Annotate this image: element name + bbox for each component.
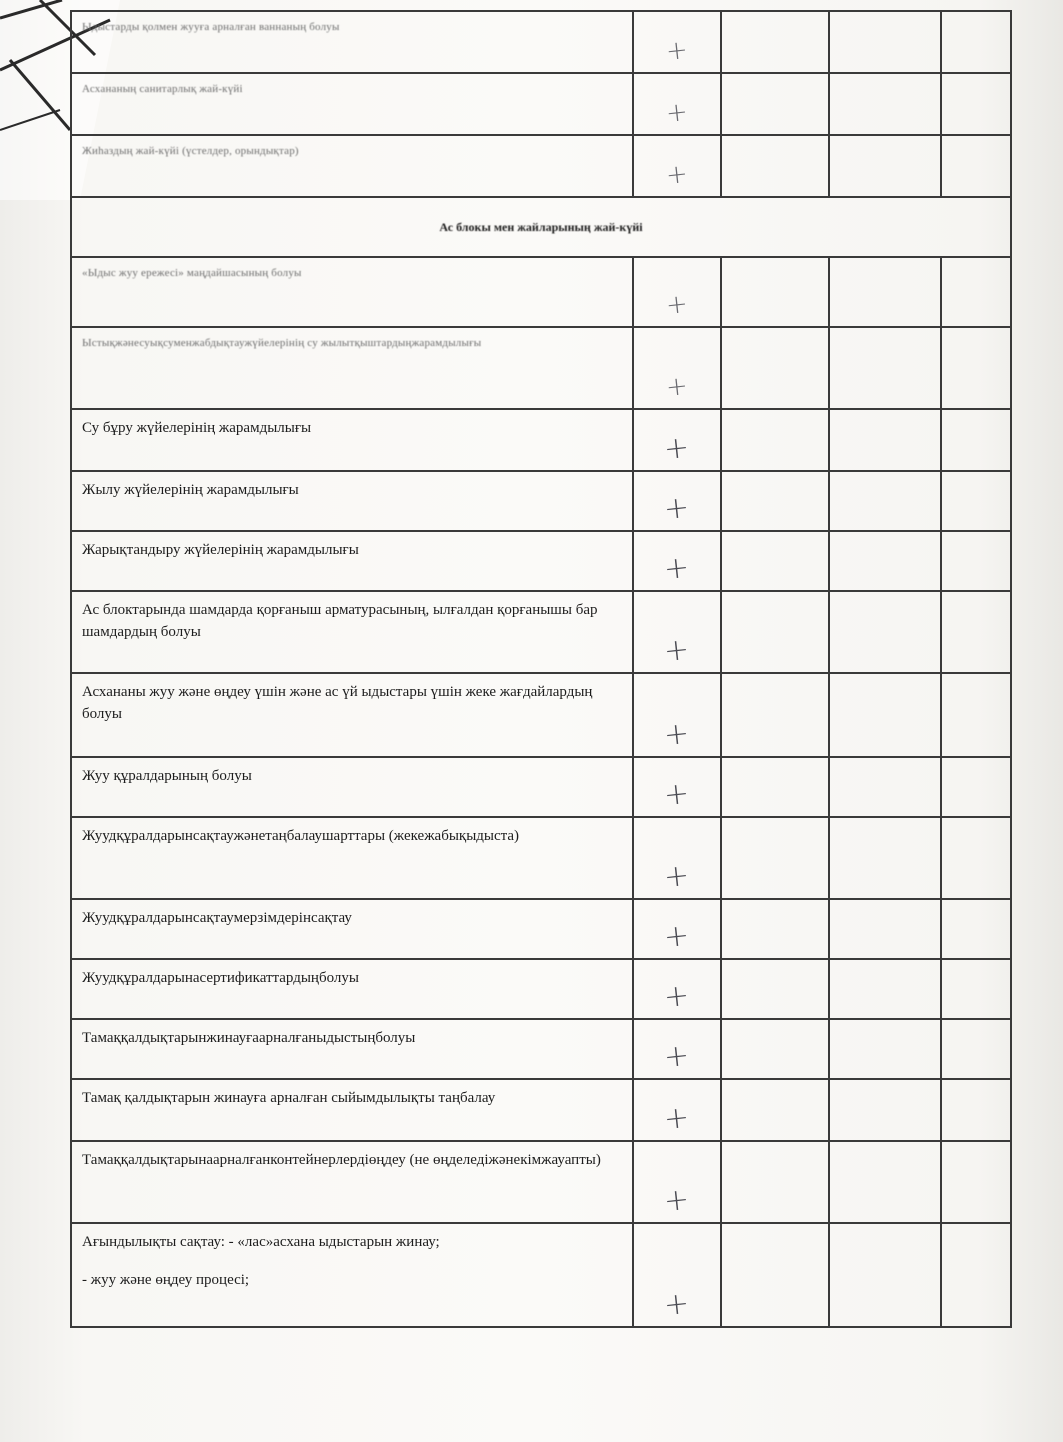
plus-mark: + (662, 549, 692, 588)
empty-cell (941, 73, 1011, 135)
empty-cell (721, 135, 829, 197)
empty-cell (941, 673, 1011, 757)
plus-mark: + (662, 1285, 692, 1324)
empty-cell (941, 471, 1011, 531)
empty-cell (829, 73, 941, 135)
table-row (71, 73, 1011, 135)
mark-cell (633, 673, 721, 757)
plus-mark: + (662, 1037, 692, 1076)
empty-cell (721, 1141, 829, 1223)
mark-cell (633, 959, 721, 1019)
empty-cell (941, 327, 1011, 409)
criterion-text: Жуудқұралдарынсақтаумерзімдерінсақтау (71, 899, 633, 959)
empty-cell (829, 409, 941, 471)
criterion-text: Жуу құралдарының болуы (71, 757, 633, 817)
empty-cell (941, 11, 1011, 73)
empty-cell (941, 591, 1011, 673)
empty-cell (829, 1079, 941, 1141)
empty-cell (721, 673, 829, 757)
table-row (71, 327, 1011, 409)
empty-cell (721, 73, 829, 135)
empty-cell (721, 817, 829, 899)
mark-cell (633, 757, 721, 817)
empty-cell (721, 531, 829, 591)
plus-mark: + (664, 96, 690, 130)
mark-cell (633, 899, 721, 959)
criterion-text: Асхананы жуу және өңдеу үшін және ас үй ыдыстары үшін жеке жағдайлардың болуы (71, 673, 633, 757)
mark-cell (633, 591, 721, 673)
plus-mark: + (662, 489, 692, 528)
empty-cell (941, 817, 1011, 899)
empty-cell (941, 959, 1011, 1019)
table-row (71, 135, 1011, 197)
empty-cell (721, 959, 829, 1019)
table-row (71, 673, 1011, 757)
empty-cell (829, 11, 941, 73)
section-row (71, 197, 1011, 257)
empty-cell (941, 1141, 1011, 1223)
plus-mark: + (662, 1181, 692, 1220)
plus-mark: + (662, 1099, 692, 1138)
empty-cell (941, 899, 1011, 959)
empty-cell (721, 1079, 829, 1141)
empty-cell (721, 1223, 829, 1327)
mark-cell (633, 409, 721, 471)
mark-cell (633, 817, 721, 899)
plus-mark: + (664, 158, 690, 192)
empty-cell (829, 1019, 941, 1079)
table-row (71, 1223, 1011, 1327)
empty-cell (941, 1223, 1011, 1327)
inspection-checklist-table (70, 10, 1012, 1328)
table-row (71, 959, 1011, 1019)
criterion-text: Тамақ қалдықтарын жинауға арналған сыйымдылықты таңбалау (71, 1079, 633, 1141)
mark-cell (633, 327, 721, 409)
criterion-text: Ас блоктарында шамдарда қорғаныш арматурасының, ылғалдан қорғанышы бар шамдардың болуы (71, 591, 633, 673)
empty-cell (941, 757, 1011, 817)
empty-cell (829, 959, 941, 1019)
criterion-text: Су бұру жүйелерінің жарамдылығы (71, 409, 633, 471)
empty-cell (721, 409, 829, 471)
empty-cell (829, 1141, 941, 1223)
criterion-text: Тамаққалдықтарынаарналғанконтейнерлердіөңдеу (не өңделедіжәнекімжауапты) (71, 1141, 633, 1223)
criterion-text: «Ыдыс жуу ережесі» маңдайшасының болуы (71, 257, 633, 327)
empty-cell (941, 1019, 1011, 1079)
plus-mark: + (662, 429, 692, 468)
empty-cell (829, 757, 941, 817)
empty-cell (721, 471, 829, 531)
mark-cell (633, 73, 721, 135)
empty-cell (941, 135, 1011, 197)
criterion-text: Тамаққалдықтарынжинауғаарналғаныдыстыңболуы (71, 1019, 633, 1079)
section-title: Ас блокы мен жайларының жай-күйі (71, 197, 1011, 257)
plus-mark: + (662, 775, 692, 814)
table-row (71, 817, 1011, 899)
mark-cell (633, 1223, 721, 1327)
table-row (71, 591, 1011, 673)
mark-cell (633, 1079, 721, 1141)
criterion-text: Асхананың санитарлық жай-күйі (71, 73, 633, 135)
criterion-line-1: Ағындылықты сақтау: - «лас»асхана ыдыстарын жинау; (82, 1234, 440, 1250)
empty-cell (829, 327, 941, 409)
table-row (71, 757, 1011, 817)
plus-mark: + (662, 631, 692, 670)
criterion-line-2: - жуу және өңдеу процесі; (82, 1271, 250, 1288)
empty-cell (941, 409, 1011, 471)
criterion-text: Жуудқұралдарынсақтаужәнетаңбалаушарттары (жекежабықыдыста) (71, 817, 633, 899)
mark-cell (633, 1019, 721, 1079)
table-row (71, 1019, 1011, 1079)
empty-cell (829, 471, 941, 531)
empty-cell (941, 257, 1011, 327)
criterion-text: Жиһаздың жай-күйі (үстелдер, орындықтар) (71, 135, 633, 197)
empty-cell (721, 591, 829, 673)
plus-mark: + (662, 917, 692, 956)
table-row (71, 257, 1011, 327)
empty-cell (829, 817, 941, 899)
mark-cell (633, 257, 721, 327)
empty-cell (829, 591, 941, 673)
table-row (71, 11, 1011, 73)
table-row (71, 1079, 1011, 1141)
criterion-text: Жарықтандыру жүйелерінің жарамдылығы (71, 531, 633, 591)
empty-cell (829, 1223, 941, 1327)
empty-cell (829, 531, 941, 591)
empty-cell (829, 899, 941, 959)
plus-mark: + (662, 977, 692, 1016)
criterion-text: Жуудқұралдарынасертификаттардыңболуы (71, 959, 633, 1019)
empty-cell (829, 673, 941, 757)
mark-cell (633, 135, 721, 197)
mark-cell (633, 11, 721, 73)
empty-cell (829, 257, 941, 327)
empty-cell (721, 11, 829, 73)
plus-mark: + (664, 34, 690, 68)
mark-cell (633, 1141, 721, 1223)
table-row (71, 899, 1011, 959)
empty-cell (721, 1019, 829, 1079)
plus-mark: + (662, 715, 692, 754)
mark-cell (633, 531, 721, 591)
criterion-text: Ыстықжәнесуықсуменжабдықтаужүйелерінің су жылытқыштардыңжарамдылығы (71, 327, 633, 409)
plus-mark: + (664, 288, 690, 322)
table-row (71, 531, 1011, 591)
criterion-text: Жылу жүйелерінің жарамдылығы (71, 471, 633, 531)
empty-cell (721, 899, 829, 959)
mark-cell (633, 471, 721, 531)
criterion-text: Ыдыстарды қолмен жууға арналған ваннаның болуы (71, 11, 633, 73)
empty-cell (941, 531, 1011, 591)
table-row (71, 409, 1011, 471)
criterion-text (71, 1223, 633, 1327)
empty-cell (721, 327, 829, 409)
plus-mark: + (662, 857, 692, 896)
empty-cell (721, 257, 829, 327)
empty-cell (721, 757, 829, 817)
table-row (71, 1141, 1011, 1223)
empty-cell (829, 135, 941, 197)
table-row (71, 471, 1011, 531)
plus-mark: + (664, 370, 690, 404)
empty-cell (941, 1079, 1011, 1141)
